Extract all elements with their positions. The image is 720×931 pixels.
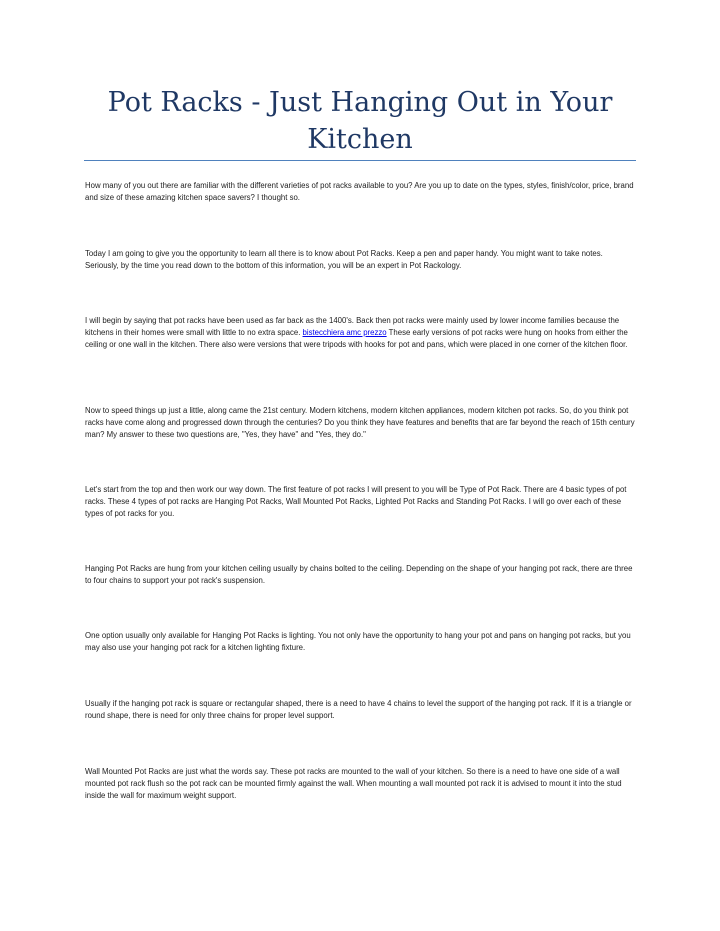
paragraph-21st-century: Now to speed things up just a little, along came the 21st century. Modern kitchens, modern kitchen appliances, modern kitchen pot racks. So, do you think pot racks have come along and progressed down through the centuries? Do you think they have features and benefits that are far beyond the reach of 15th century man? My answer to these two questions are, "Yes, they have" and "Yes, they do." (85, 406, 635, 439)
paragraph-history-text-after: These early versions of pot racks were hung on hooks from either the ceiling or one wall in the kitchen. There also were versions that were tripods with hooks for pot and pans, which were placed in one corner of the kitchen floor. (85, 328, 628, 349)
page-title: Pot Racks - Just Hanging Out in Your Kitchen (107, 87, 613, 155)
paragraph-opportunity: Today I am going to give you the opportunity to learn all there is to know about Pot Racks. Keep a pen and paper handy. You might want to take notes. Seriously, by the time you read down to the bottom of this information, you will be an expert in Pot Rackology. (85, 249, 603, 270)
inline-link[interactable]: bistecchiera amc prezzo (302, 328, 387, 337)
paragraph-chains: Usually if the hanging pot rack is square or rectangular shaped, there is a need to have 4 chains to level the support of the hanging pot rack. If it is a triangle or round shape, there is need for only three chains for proper level support. (85, 699, 632, 720)
paragraph-lighting: One option usually only available for Hanging Pot Racks is lighting. You not only have the opportunity to hang your pot and pans on hanging pot racks, but you may also use your hanging pot rack for a kitchen lighting fixture. (85, 631, 631, 652)
title-divider (84, 160, 636, 161)
paragraph-hanging: Hanging Pot Racks are hung from your kitchen ceiling usually by chains bolted to the ceiling. Depending on the shape of your hanging pot rack, there are three to four chains to support your pot rack's suspension. (85, 564, 633, 585)
paragraph-wall-mounted: Wall Mounted Pot Racks are just what the words say. These pot racks are mounted to the wall of your kitchen. So there is a need to have one side of a wall mounted pot rack flush so the pot rack can be mounted firmly against the wall. When mounting a wall mounted pot rack it is advised to mount it into the stud inside the wall for maximum weight support. (85, 767, 622, 800)
paragraph-types: Let's start from the top and then work our way down. The first feature of pot racks I will present to you will be Type of Pot Rack. There are 4 basic types of pot racks. These 4 types of pot racks are Hanging Pot Racks, Wall Mounted Pot Racks, Lighted Pot Racks and Standing Pot Racks. I will go over each of these types of pot racks for you. (85, 485, 627, 518)
paragraph-history (85, 315, 636, 351)
paragraph-history-text-before: I will begin by saying that pot racks have been used as far back as the 1400's. Back then pot racks were mainly used by lower income families because the kitchens in their homes were small with little to no extra space. (85, 316, 620, 337)
paragraph-intro: How many of you out there are familiar with the different varieties of pot racks available to you? Are you up to date on the types, styles, finish/color, price, brand and size of these amazing kitchen space savers? I thought so. (85, 181, 634, 202)
